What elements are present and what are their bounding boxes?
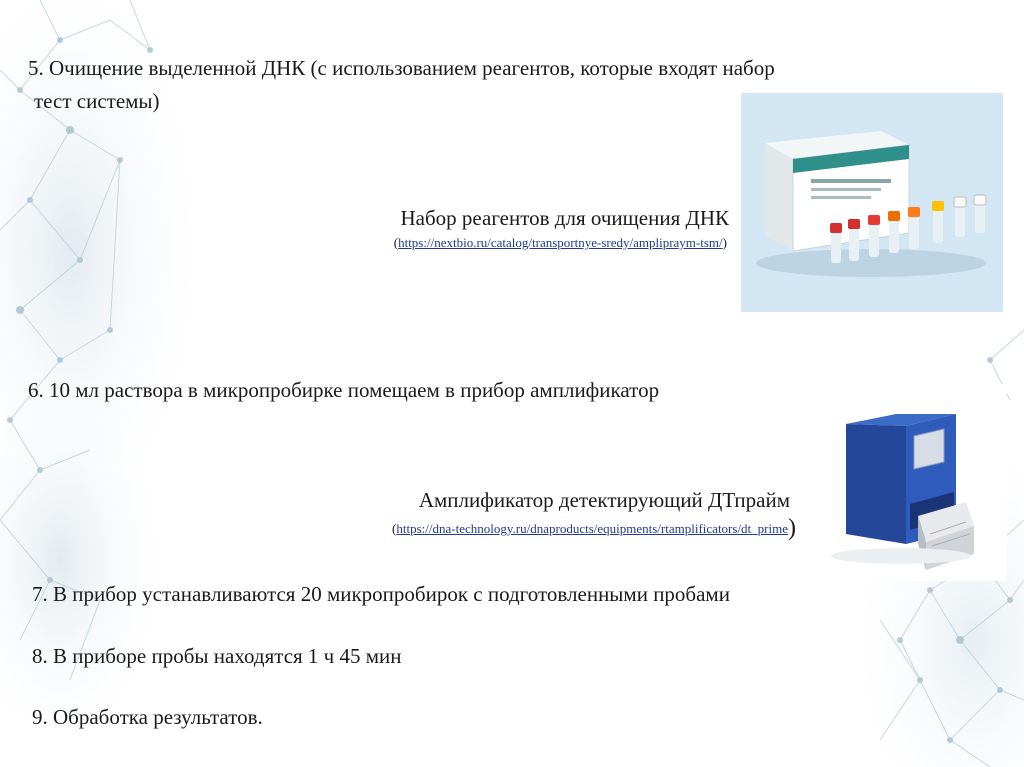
step-7: 7. В прибор устанавливаются 20 микропробирок с подготовленными пробами [32,582,730,606]
amplifier-image [806,384,1007,581]
amplifier-link[interactable]: https://dna-technology.ru/dnaproducts/equipments/rtamplificators/dt_prime [396,521,788,536]
link-close-paren: ) [788,515,796,541]
reagent-kit-illustration [741,93,1003,312]
amplifier-source [392,515,796,541]
reagent-kit-image [741,93,1003,312]
step-5-line-1: 5. Очищение выделенной ДНК (с использованием реагентов, которые входят набор [28,56,775,80]
step-5-line-2: тест системы) [34,89,160,113]
step-9: 9. Обработка результатов. [32,705,263,729]
reagent-kit-source [394,235,727,251]
link-open-paren: ( [392,521,397,536]
reagent-kit-caption: Набор реагентов для очищения ДНК [400,206,729,230]
link-close-paren: ) [722,235,727,250]
link-open-paren: ( [393,235,399,250]
amplifier-caption: Амплификатор детектирующий ДТпрайм [418,488,790,512]
step-8: 8. В приборе пробы находятся 1 ч 45 мин [32,644,402,668]
amplifier-illustration [806,384,1007,581]
reagent-kit-link[interactable]: https://nextbio.ru/catalog/transportnye-sredy/amplipraym-tsm/ [398,235,723,250]
step-6: 6. 10 мл раствора в микропробирке помещаем в прибор амплификатор [28,378,660,402]
